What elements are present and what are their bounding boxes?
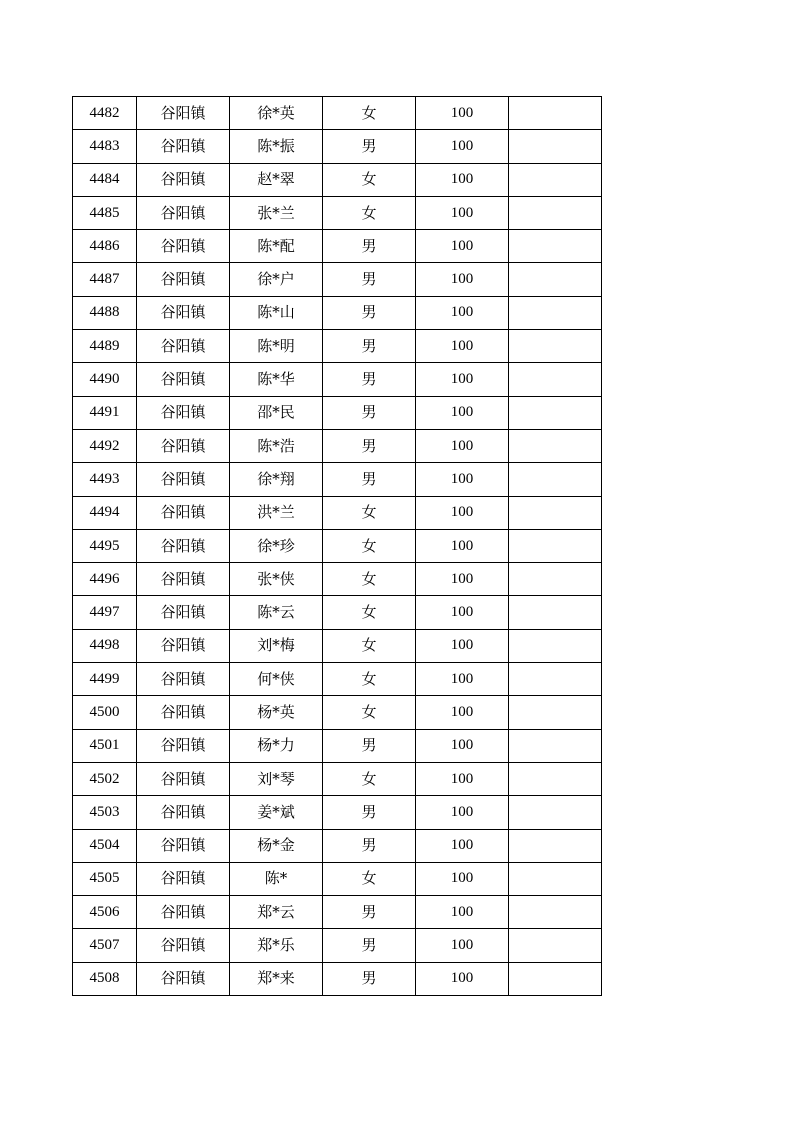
cell-person-name: 刘*琴 <box>230 762 323 795</box>
cell-amount: 100 <box>416 429 509 462</box>
cell-gender: 女 <box>323 629 416 662</box>
cell-gender: 男 <box>323 363 416 396</box>
cell-note <box>509 396 602 429</box>
cell-gender: 女 <box>323 762 416 795</box>
table-row <box>73 363 602 396</box>
table-row <box>73 230 602 263</box>
cell-town: 谷阳镇 <box>137 896 230 929</box>
cell-note <box>509 563 602 596</box>
table-row <box>73 196 602 229</box>
cell-amount: 100 <box>416 230 509 263</box>
cell-record-number: 4502 <box>73 762 137 795</box>
cell-amount: 100 <box>416 796 509 829</box>
cell-town: 谷阳镇 <box>137 796 230 829</box>
table-row <box>73 762 602 795</box>
cell-town: 谷阳镇 <box>137 163 230 196</box>
cell-gender: 女 <box>323 163 416 196</box>
cell-note <box>509 330 602 363</box>
cell-amount: 100 <box>416 729 509 762</box>
cell-amount: 100 <box>416 929 509 962</box>
cell-record-number: 4501 <box>73 729 137 762</box>
cell-record-number: 4490 <box>73 363 137 396</box>
cell-person-name: 刘*梅 <box>230 629 323 662</box>
cell-town: 谷阳镇 <box>137 862 230 895</box>
table-row <box>73 962 602 995</box>
cell-gender: 男 <box>323 729 416 762</box>
cell-person-name: 陈*山 <box>230 296 323 329</box>
cell-record-number: 4489 <box>73 330 137 363</box>
cell-gender: 女 <box>323 596 416 629</box>
cell-gender: 男 <box>323 929 416 962</box>
cell-record-number: 4499 <box>73 663 137 696</box>
cell-record-number: 4506 <box>73 896 137 929</box>
cell-note <box>509 97 602 130</box>
cell-note <box>509 263 602 296</box>
cell-person-name: 徐*翔 <box>230 463 323 496</box>
cell-amount: 100 <box>416 962 509 995</box>
cell-person-name: 徐*珍 <box>230 529 323 562</box>
cell-amount: 100 <box>416 163 509 196</box>
cell-person-name: 赵*翠 <box>230 163 323 196</box>
cell-note <box>509 463 602 496</box>
cell-record-number: 4486 <box>73 230 137 263</box>
cell-record-number: 4484 <box>73 163 137 196</box>
cell-town: 谷阳镇 <box>137 330 230 363</box>
cell-person-name: 何*侠 <box>230 663 323 696</box>
table-row <box>73 862 602 895</box>
cell-gender: 男 <box>323 263 416 296</box>
cell-town: 谷阳镇 <box>137 829 230 862</box>
cell-amount: 100 <box>416 596 509 629</box>
cell-record-number: 4497 <box>73 596 137 629</box>
cell-town: 谷阳镇 <box>137 263 230 296</box>
cell-record-number: 4492 <box>73 429 137 462</box>
cell-note <box>509 929 602 962</box>
cell-person-name: 张*兰 <box>230 196 323 229</box>
cell-amount: 100 <box>416 130 509 163</box>
cell-record-number: 4503 <box>73 796 137 829</box>
cell-note <box>509 962 602 995</box>
cell-note <box>509 729 602 762</box>
cell-person-name: 洪*兰 <box>230 496 323 529</box>
cell-amount: 100 <box>416 330 509 363</box>
cell-town: 谷阳镇 <box>137 762 230 795</box>
cell-record-number: 4504 <box>73 829 137 862</box>
cell-amount: 100 <box>416 529 509 562</box>
cell-note <box>509 163 602 196</box>
cell-record-number: 4493 <box>73 463 137 496</box>
cell-record-number: 4494 <box>73 496 137 529</box>
cell-gender: 女 <box>323 196 416 229</box>
cell-amount: 100 <box>416 696 509 729</box>
cell-gender: 女 <box>323 529 416 562</box>
table-row <box>73 663 602 696</box>
cell-note <box>509 829 602 862</box>
cell-person-name: 郑*乐 <box>230 929 323 962</box>
cell-person-name: 杨*英 <box>230 696 323 729</box>
cell-record-number: 4508 <box>73 962 137 995</box>
records-table-body <box>73 97 602 996</box>
cell-amount: 100 <box>416 196 509 229</box>
cell-town: 谷阳镇 <box>137 729 230 762</box>
cell-gender: 男 <box>323 896 416 929</box>
table-row <box>73 729 602 762</box>
cell-note <box>509 762 602 795</box>
cell-town: 谷阳镇 <box>137 929 230 962</box>
cell-gender: 男 <box>323 230 416 263</box>
cell-note <box>509 496 602 529</box>
cell-person-name: 陈*浩 <box>230 429 323 462</box>
cell-town: 谷阳镇 <box>137 629 230 662</box>
cell-record-number: 4488 <box>73 296 137 329</box>
cell-note <box>509 529 602 562</box>
cell-record-number: 4495 <box>73 529 137 562</box>
cell-town: 谷阳镇 <box>137 196 230 229</box>
table-row <box>73 696 602 729</box>
cell-amount: 100 <box>416 396 509 429</box>
table-row <box>73 529 602 562</box>
cell-note <box>509 696 602 729</box>
cell-record-number: 4482 <box>73 97 137 130</box>
table-row <box>73 263 602 296</box>
cell-town: 谷阳镇 <box>137 529 230 562</box>
cell-person-name: 郑*来 <box>230 962 323 995</box>
cell-amount: 100 <box>416 629 509 662</box>
cell-amount: 100 <box>416 563 509 596</box>
cell-amount: 100 <box>416 762 509 795</box>
cell-amount: 100 <box>416 296 509 329</box>
cell-gender: 男 <box>323 962 416 995</box>
cell-amount: 100 <box>416 363 509 396</box>
cell-person-name: 徐*英 <box>230 97 323 130</box>
cell-person-name: 陈* <box>230 862 323 895</box>
cell-town: 谷阳镇 <box>137 563 230 596</box>
table-row <box>73 296 602 329</box>
cell-record-number: 4507 <box>73 929 137 962</box>
cell-gender: 男 <box>323 296 416 329</box>
cell-note <box>509 629 602 662</box>
cell-amount: 100 <box>416 896 509 929</box>
cell-town: 谷阳镇 <box>137 296 230 329</box>
cell-person-name: 陈*华 <box>230 363 323 396</box>
table-row <box>73 629 602 662</box>
table-row <box>73 896 602 929</box>
cell-person-name: 陈*振 <box>230 130 323 163</box>
cell-town: 谷阳镇 <box>137 429 230 462</box>
table-row <box>73 330 602 363</box>
cell-town: 谷阳镇 <box>137 130 230 163</box>
cell-person-name: 郑*云 <box>230 896 323 929</box>
cell-person-name: 陈*配 <box>230 230 323 263</box>
cell-gender: 女 <box>323 862 416 895</box>
cell-note <box>509 363 602 396</box>
cell-record-number: 4505 <box>73 862 137 895</box>
cell-amount: 100 <box>416 663 509 696</box>
cell-record-number: 4491 <box>73 396 137 429</box>
cell-person-name: 杨*金 <box>230 829 323 862</box>
cell-note <box>509 230 602 263</box>
cell-gender: 女 <box>323 696 416 729</box>
cell-note <box>509 596 602 629</box>
cell-gender: 男 <box>323 429 416 462</box>
table-row <box>73 796 602 829</box>
cell-note <box>509 796 602 829</box>
table-row <box>73 496 602 529</box>
cell-note <box>509 196 602 229</box>
cell-town: 谷阳镇 <box>137 396 230 429</box>
cell-note <box>509 663 602 696</box>
cell-note <box>509 296 602 329</box>
table-row <box>73 163 602 196</box>
cell-gender: 男 <box>323 463 416 496</box>
cell-person-name: 陈*明 <box>230 330 323 363</box>
cell-amount: 100 <box>416 829 509 862</box>
cell-person-name: 陈*云 <box>230 596 323 629</box>
records-table <box>72 96 602 996</box>
cell-gender: 女 <box>323 563 416 596</box>
cell-gender: 男 <box>323 396 416 429</box>
cell-person-name: 徐*户 <box>230 263 323 296</box>
cell-town: 谷阳镇 <box>137 663 230 696</box>
cell-gender: 女 <box>323 663 416 696</box>
cell-person-name: 杨*力 <box>230 729 323 762</box>
cell-town: 谷阳镇 <box>137 363 230 396</box>
cell-amount: 100 <box>416 862 509 895</box>
cell-gender: 男 <box>323 130 416 163</box>
cell-person-name: 张*侠 <box>230 563 323 596</box>
cell-record-number: 4483 <box>73 130 137 163</box>
table-row <box>73 429 602 462</box>
cell-record-number: 4485 <box>73 196 137 229</box>
cell-amount: 100 <box>416 496 509 529</box>
cell-amount: 100 <box>416 263 509 296</box>
table-row <box>73 596 602 629</box>
cell-person-name: 姜*斌 <box>230 796 323 829</box>
cell-person-name: 邵*民 <box>230 396 323 429</box>
cell-record-number: 4500 <box>73 696 137 729</box>
cell-town: 谷阳镇 <box>137 696 230 729</box>
cell-town: 谷阳镇 <box>137 596 230 629</box>
table-row <box>73 396 602 429</box>
table-row <box>73 929 602 962</box>
cell-note <box>509 896 602 929</box>
cell-record-number: 4496 <box>73 563 137 596</box>
table-row <box>73 563 602 596</box>
cell-amount: 100 <box>416 97 509 130</box>
cell-note <box>509 429 602 462</box>
cell-gender: 男 <box>323 330 416 363</box>
cell-gender: 女 <box>323 97 416 130</box>
cell-town: 谷阳镇 <box>137 463 230 496</box>
cell-town: 谷阳镇 <box>137 962 230 995</box>
cell-town: 谷阳镇 <box>137 97 230 130</box>
cell-gender: 男 <box>323 829 416 862</box>
cell-record-number: 4487 <box>73 263 137 296</box>
cell-gender: 男 <box>323 796 416 829</box>
table-row <box>73 829 602 862</box>
cell-town: 谷阳镇 <box>137 496 230 529</box>
cell-gender: 女 <box>323 496 416 529</box>
cell-record-number: 4498 <box>73 629 137 662</box>
cell-note <box>509 862 602 895</box>
cell-town: 谷阳镇 <box>137 230 230 263</box>
cell-amount: 100 <box>416 463 509 496</box>
table-row <box>73 463 602 496</box>
table-row <box>73 97 602 130</box>
cell-note <box>509 130 602 163</box>
table-row <box>73 130 602 163</box>
